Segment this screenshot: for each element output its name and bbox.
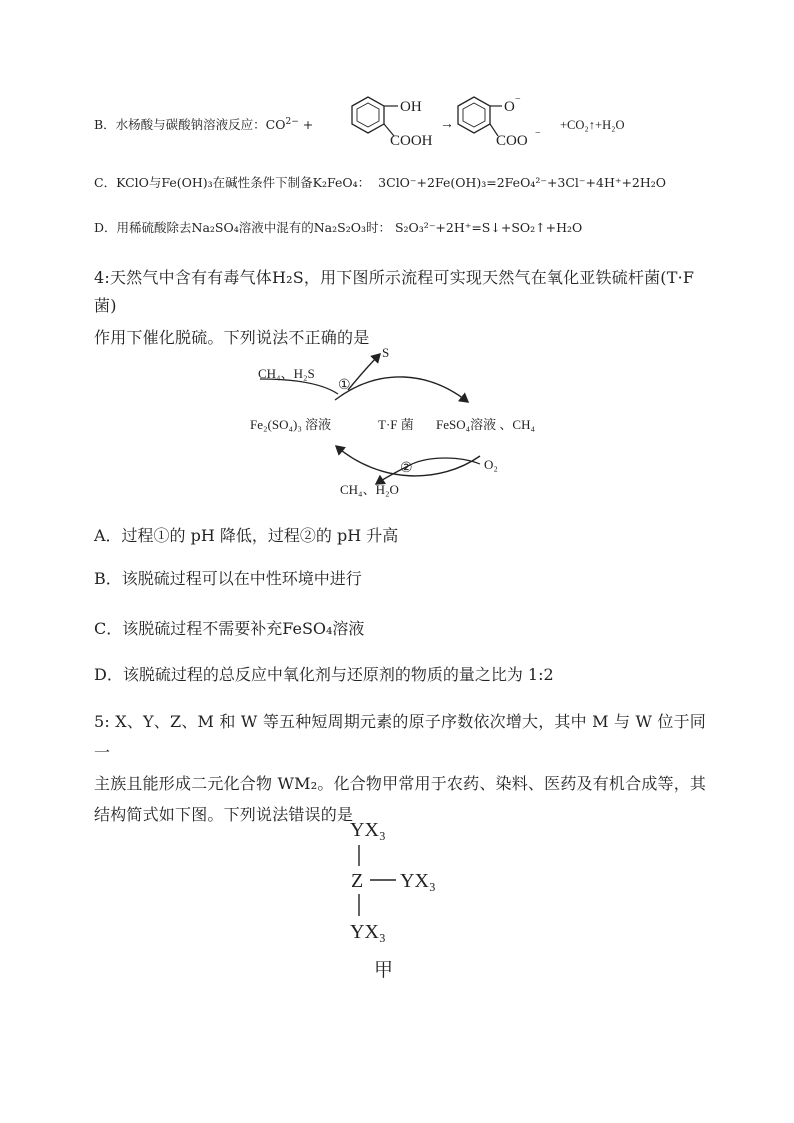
structure-caption: 甲 [374, 960, 394, 981]
product-o-charge: − [515, 94, 521, 105]
q4-option-a: A．过程①的 pH 降低，过程②的 pH 升高 [94, 526, 399, 545]
q5-structure-diagram [330, 812, 490, 987]
bottom-output-label: CH₄、H₂O [340, 482, 399, 497]
structure-center: Z [351, 870, 364, 892]
left-node-label: Fe₂(SO₄)₃ 溶液 [250, 417, 332, 432]
structure-right: YX₃ [400, 870, 436, 892]
right-node-label: FeSO₄溶液 、CH₄ [436, 417, 535, 432]
q4-stem-line1: 4:天然气中含有有毒气体H₂S，用下图所示流程可实现天然气在氧化亚铁硫杆菌(T·F 菌) [94, 268, 695, 315]
structure-top: YX₃ [350, 819, 386, 841]
option-b-label: B．水杨酸与碳酸钠溶液反应：$CO^{2-}$ + [94, 116, 314, 132]
option-b-tail: +CO₂↑+H₂O [560, 118, 625, 132]
option-d-equation: S₂O₃²⁻+2H⁺=S↓+SO₂↑+H₂O [394, 220, 583, 235]
product-coo-charge: − [535, 128, 541, 139]
reactant-cooh: COOH [390, 133, 433, 149]
q5-stem-line2: 主族且能形成二元化合物 WM₂。化合物甲常用于农药、染料、医药及有机合成等，其 [94, 774, 707, 793]
option-c [94, 172, 666, 194]
option-c-equation: 3ClO⁻+2Fe(OH)₃=2FeO₄²⁻+3Cl⁻+4H⁺+2H₂O [378, 175, 667, 190]
step-2-label: ② [400, 461, 413, 476]
s-output-arrow [348, 354, 380, 390]
option-d-label: D．用稀硫酸除去Na₂SO₄溶液中混有的Na₂S₂O₃时： [94, 220, 391, 235]
step-1-label: ① [338, 378, 351, 393]
bottom-input-label: O₂ [484, 457, 498, 472]
option-b-structures [330, 92, 630, 154]
structure-bottom: YX₃ [350, 921, 386, 943]
q5-stem-line3: 结构简式如下图。下列说法错误的是 [94, 805, 354, 824]
option-c-label: C．KClO与Fe(OH)₃在碱性条件下制备K₂FeO₄： [94, 175, 371, 190]
q4-option-d: D．该脱硫过程的总反应中氧化剂与还原剂的物质的量之比为 1:2 [94, 665, 554, 684]
q4-stem-line2: 作用下催化脱硫。下列说法不正确的是 [94, 328, 370, 347]
top-output-label: S [382, 345, 390, 360]
product-coo: COO [496, 133, 528, 149]
q4-desulfurization-diagram [240, 338, 570, 508]
reaction-arrow: → [440, 117, 454, 132]
center-label: T·F 菌 [378, 417, 414, 432]
q5-stem-line1: 5: X、Y、Z、M 和 W 等五种短周期元素的原子序数依次增大，其中 M 与 W 位于同一 [94, 712, 706, 762]
reactant-oh: OH [400, 99, 422, 115]
product-o: O [504, 99, 515, 115]
q4-option-c: C．该脱硫过程不需要补充FeSO₄溶液 [94, 619, 365, 638]
top-input-label: CH₄、H₂S [258, 366, 315, 381]
option-d [94, 217, 582, 239]
top-input-line [260, 379, 338, 394]
q4-option-b: B．该脱硫过程可以在中性环境中进行 [94, 569, 362, 588]
